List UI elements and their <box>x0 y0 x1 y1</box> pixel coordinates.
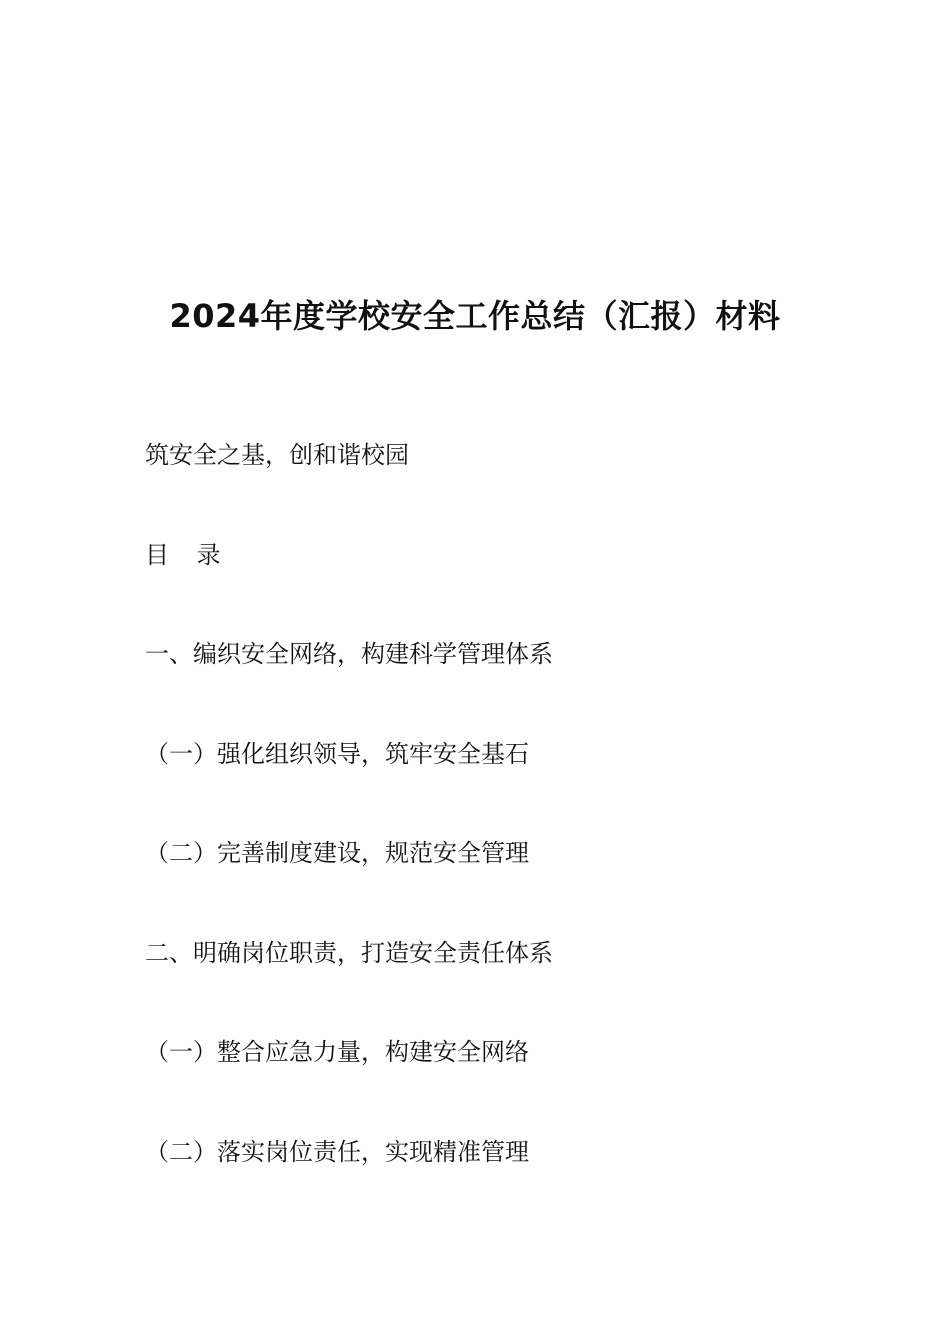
toc-item: （二）完善制度建设，规范安全管理 <box>145 839 529 867</box>
toc-item: （一）强化组织领导，筑牢安全基石 <box>145 740 529 768</box>
toc-item: 二、明确岗位职责，打造安全责任体系 <box>145 939 553 967</box>
document-title: 2024年度学校安全工作总结（汇报）材料 <box>169 297 781 335</box>
toc-heading: 目 录 <box>145 541 231 569</box>
toc-item: 一、编织安全网络，构建科学管理体系 <box>145 640 553 668</box>
document-subtitle: 筑安全之基，创和谐校园 <box>145 441 409 469</box>
toc-item: （一）整合应急力量，构建安全网络 <box>145 1038 529 1066</box>
toc-item: （二）落实岗位责任，实现精准管理 <box>145 1138 529 1166</box>
